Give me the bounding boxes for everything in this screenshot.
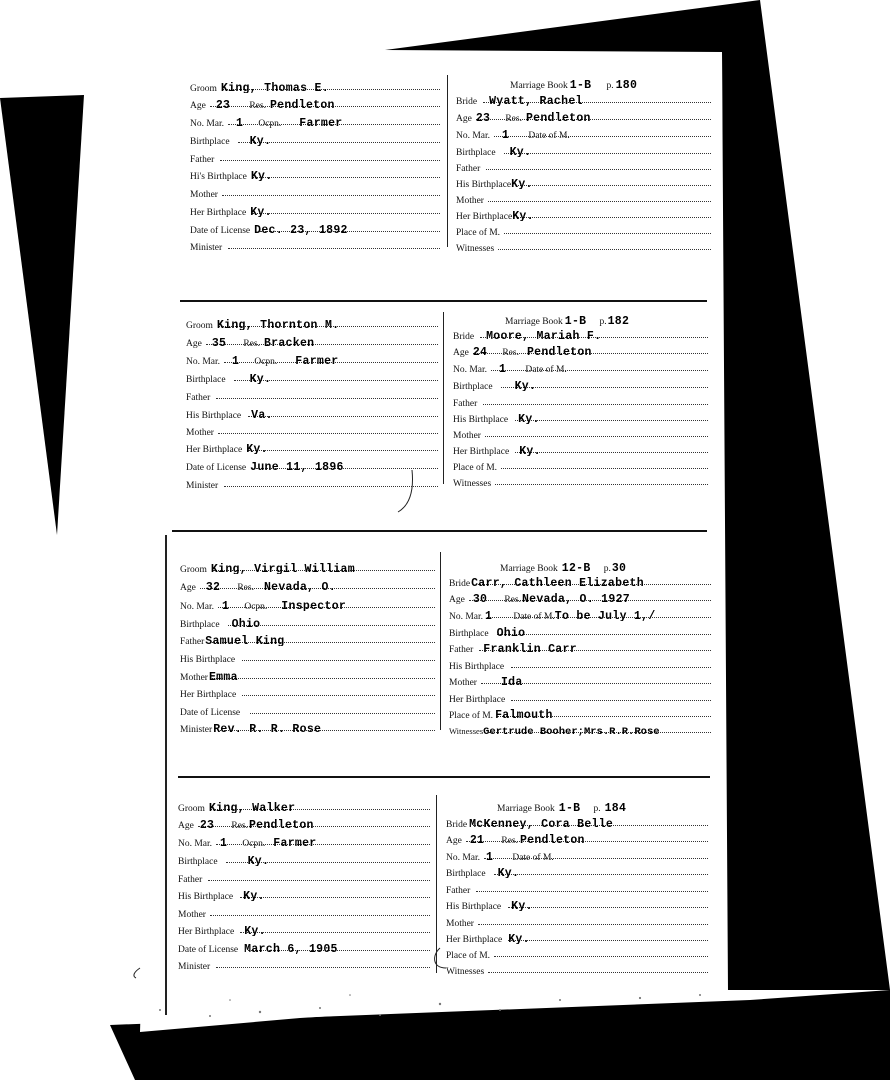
birthplace-row: Birthplace Ohio <box>180 612 435 629</box>
groom-her-birthplace: Ky. <box>250 206 272 217</box>
groom-date-of-license: Dec. 23, 1892 <box>254 224 348 235</box>
father-row: Father <box>186 385 438 402</box>
marriage-book-row: Marriage Book 1-B p. 184 <box>497 802 627 813</box>
license-row: Date of License <box>180 700 435 717</box>
bride-place-of-m: Falmouth <box>495 709 553 720</box>
bride-name: McKenney, Cora Belle <box>469 818 614 829</box>
bride-no-mar: 1 <box>485 610 493 621</box>
groom-her-birthplace: Ky. <box>246 443 268 454</box>
bride-row: Bride Moore, Mariah F. <box>453 324 708 341</box>
birthplace-row: Birthplace Ky. <box>186 367 438 384</box>
minister-row: Minister <box>190 235 440 252</box>
witnesses-row: Witnesses <box>446 959 708 976</box>
bride-birthplace: Ky. <box>497 867 520 878</box>
place-of-m-row: Place of M. <box>453 455 708 472</box>
bride-age-row: Age 24 Res. Pendleton <box>453 340 708 357</box>
groom-no-mar: 1 <box>236 117 244 128</box>
groom-date-of-license: June 11, 1896 <box>250 461 344 472</box>
marriage-book-row: Marriage Book 1-B p. 180 <box>510 79 638 90</box>
groom-her-birthplace: Ky. <box>244 925 266 936</box>
minister-row: Minister <box>178 954 430 971</box>
bride-his-birthplace: Ky. <box>511 900 533 911</box>
bride-mother: Ida <box>500 676 523 687</box>
bride-age-row: Age 23 Res. Pendleton <box>456 106 711 123</box>
no-mar-row: No. Mar. 1 Ocpn. Inspector <box>180 594 435 611</box>
birthplace-row: Birthplace Ky. <box>178 849 430 866</box>
bride-age-row: Age 21 Res. Pendleton <box>446 828 708 845</box>
groom-birthplace: Ky. <box>247 855 270 866</box>
bride-res: Nevada, O. 1927 <box>521 593 630 604</box>
marriage-page: 182 <box>607 315 630 326</box>
bride-father-row: Father Franklin Carr <box>449 637 711 654</box>
groom-res: Pendleton <box>248 819 314 830</box>
bride-birthplace: Ohio <box>496 627 526 638</box>
groom-age: 23 <box>199 819 215 830</box>
bride-her-birthplace: Ky. <box>508 933 530 944</box>
witnesses-row: Witnesses Gertrude Booher;Mrs.R.R.Rose <box>449 719 711 736</box>
groom-name: King, Virgil William <box>210 563 355 574</box>
mother-row: Mother <box>186 420 438 437</box>
groom-ocpn: Farmer <box>273 837 317 848</box>
pen-stroke-left <box>134 968 140 978</box>
groom-his-birthplace: Ky. <box>250 170 273 181</box>
age-row: Age 23 Res.Pendleton <box>178 813 430 830</box>
groom-no-mar: 1 <box>220 837 228 848</box>
bride-res: Pendleton <box>526 346 592 357</box>
bride-row: Bride Wyatt, Rachel <box>456 89 711 106</box>
bride-father: Franklin Carr <box>483 643 577 654</box>
pen-stroke-record-4 <box>435 948 446 968</box>
groom-birthplace: Ky. <box>249 135 272 146</box>
groom-row: Groom King, Walker <box>178 796 430 813</box>
his-birthplace-row: His Birthplace Va. <box>186 403 438 420</box>
bride-her-birthplace-row: Her Birthplace <box>449 687 711 704</box>
groom-age: 32 <box>205 581 221 592</box>
groom-his-birthplace: Ky. <box>243 890 265 901</box>
groom-name: King, Thomas E. <box>220 82 329 93</box>
groom-minister: Rev. R. R. Rose <box>213 723 322 734</box>
bride-his-birthplace-row: His Birthplace Ky. <box>453 407 708 424</box>
bride-witnesses: Gertrude Booher;Mrs.R.R.Rose <box>483 726 660 736</box>
bride-row: Bride McKenney, Cora Belle <box>446 812 708 829</box>
birthplace-row: Birthplace Ky. <box>190 129 440 146</box>
bride-birthplace: Ky. <box>514 380 537 391</box>
his-birthplace-row: His Birthplace <box>180 647 435 664</box>
groom-age: 35 <box>211 337 227 348</box>
bride-birthplace-row: Birthplace Ky. <box>446 861 708 878</box>
groom-res: Pendleton <box>269 99 335 110</box>
place-of-m-row: Place of M. Falmouth <box>449 703 711 720</box>
bride-no-mar-row: No. Mar. 1 Date of M. <box>446 845 708 862</box>
place-of-m-row: Place of M. <box>446 943 708 960</box>
groom-res: Nevada, O. <box>263 581 336 592</box>
bride-father-row: Father <box>453 391 708 408</box>
bride-his-birthplace-row: His Birthplace <box>449 654 711 671</box>
license-row: Date of License Dec. 23, 1892 <box>190 218 440 235</box>
bride-no-mar-row: No. Mar. 1 Date of M. <box>453 357 708 374</box>
bride-his-birthplace-row: His Birthplace Ky. <box>456 172 711 189</box>
groom-father: Samuel King <box>205 635 285 646</box>
bride-birthplace-row: Birthplace Ohio <box>449 621 711 638</box>
marriage-page: 30 <box>611 562 627 573</box>
bride-age: 30 <box>472 593 488 604</box>
marriage-book: 1-B <box>569 79 592 90</box>
bride-name: Wyatt, Rachel <box>489 95 583 106</box>
bride-her-birthplace-row: Her Birthplace Ky. <box>446 927 708 944</box>
bride-age-row: Age 30 Res.Nevada, O. 1927 <box>449 587 711 604</box>
groom-name: King, Thornton M. <box>216 319 340 330</box>
marriage-book-row: Marriage Book 1-B p.182 <box>505 315 630 326</box>
mother-row: Mother Emma <box>180 665 435 682</box>
license-row: Date of License March 6, 1905 <box>178 937 430 954</box>
groom-ocpn: Farmer <box>295 355 339 366</box>
groom-row: Groom King, Thornton M. <box>186 313 438 330</box>
father-row: Father Samuel King <box>180 629 435 646</box>
groom-ocpn: Inspector <box>281 600 347 611</box>
no-mar-row: No. Mar. 1 Ocpn. Farmer <box>178 831 430 848</box>
witnesses-row: Witnesses <box>456 236 711 253</box>
no-mar-row: No. Mar. 1 Ocpn. Farmer <box>186 349 438 366</box>
bride-mother-row: Mother <box>446 911 708 928</box>
groom-no-mar: 1 <box>222 600 230 611</box>
groom-age: 23 <box>215 99 231 110</box>
marriage-book: 12-B <box>561 562 591 573</box>
age-row: Age 32 Res. Nevada, O. <box>180 575 435 592</box>
marriage-page: 184 <box>604 802 627 813</box>
groom-no-mar: 1 <box>232 355 240 366</box>
bride-no-mar: 1 <box>502 129 510 140</box>
mother-row: Mother <box>190 182 440 199</box>
father-row: Father <box>190 147 440 164</box>
his-birthplace-row: Hi's Birthplace Ky. <box>190 164 440 181</box>
bride-res: Pendleton <box>525 112 591 123</box>
bride-his-birthplace: Ky. <box>518 413 540 424</box>
bride-no-mar-row: No. Mar. 1 Date of M. <box>456 123 711 140</box>
bride-age: 24 <box>472 346 488 357</box>
her-birthplace-row: Her Birthplace Ky. <box>186 437 438 454</box>
pen-stroke-record-2 <box>398 470 412 512</box>
bride-no-mar-row: No. Mar. 1 Date of M.To be July 1,/ <box>449 604 711 621</box>
bride-date-of-m: To be July 1,/ <box>554 610 656 621</box>
minister-row: Minister Rev. R. R. Rose <box>180 717 435 734</box>
her-birthplace-row: Her Birthplace Ky. <box>178 919 430 936</box>
groom-res: Bracken <box>263 337 315 348</box>
bride-age: 21 <box>469 834 485 845</box>
bride-birthplace: Ky. <box>509 146 532 157</box>
groom-name: King, Walker <box>208 802 296 813</box>
bride-birthplace-row: Birthplace Ky. <box>456 140 711 157</box>
bride-no-mar: 1 <box>486 851 494 862</box>
bride-her-birthplace-row: Her Birthplace Ky. <box>456 204 711 221</box>
bride-father-row: Father <box>446 878 708 895</box>
bride-his-birthplace: Ky. <box>511 178 533 189</box>
groom-date-of-license: March 6, 1905 <box>244 943 338 954</box>
marriage-book: 1-B <box>558 802 581 813</box>
marriage-book: 1-B <box>564 315 587 326</box>
mother-row: Mother <box>178 902 430 919</box>
no-mar-row: No. Mar. 1 Ocpn. Farmer <box>190 111 440 128</box>
bride-his-birthplace-row: His Birthplace Ky. <box>446 894 708 911</box>
marriage-book-row: Marriage Book 12-B p.30 <box>500 562 627 573</box>
bride-no-mar: 1 <box>499 363 507 374</box>
bride-res: Pendleton <box>519 834 585 845</box>
groom-row: Groom King, Thomas E. <box>190 76 440 93</box>
age-row: Age 35 Res. Bracken <box>186 331 438 348</box>
groom-mother: Emma <box>208 671 238 682</box>
license-row: Date of License June 11, 1896 <box>186 455 438 472</box>
bride-row: Bride Carr, Cathleen Elizabeth <box>449 571 711 588</box>
father-row: Father <box>178 867 430 884</box>
his-birthplace-row: His Birthplace Ky. <box>178 884 430 901</box>
groom-birthplace: Ohio <box>231 618 261 629</box>
minister-row: Minister <box>186 473 438 490</box>
bride-her-birthplace-row: Her Birthplace Ky. <box>453 439 708 456</box>
bride-name: Moore, Mariah F. <box>486 330 602 341</box>
bride-birthplace-row: Birthplace Ky. <box>453 374 708 391</box>
groom-his-birthplace: Va. <box>251 409 273 420</box>
bride-her-birthplace: Ky. <box>519 445 541 456</box>
bride-father-row: Father <box>456 156 711 173</box>
groom-row: Groom King, Virgil William <box>180 557 435 574</box>
her-birthplace-row: Her Birthplace <box>180 682 435 699</box>
bride-name: Carr, Cathleen Elizabeth <box>471 577 644 588</box>
groom-ocpn: Farmer <box>299 117 343 128</box>
place-of-m-row: Place of M. <box>456 220 711 237</box>
bride-age: 23 <box>475 112 491 123</box>
witnesses-row: Witnesses <box>453 471 708 488</box>
bride-mother-row: Mother Ida <box>449 670 711 687</box>
age-row: Age 23 Res. Pendleton <box>190 93 440 110</box>
bride-mother-row: Mother <box>453 423 708 440</box>
groom-birthplace: Ky. <box>249 373 272 384</box>
bride-mother-row: Mother <box>456 188 711 205</box>
marriage-page: 180 <box>615 79 638 90</box>
bride-her-birthplace: Ky. <box>512 210 534 221</box>
her-birthplace-row: Her Birthplace Ky. <box>190 200 440 217</box>
